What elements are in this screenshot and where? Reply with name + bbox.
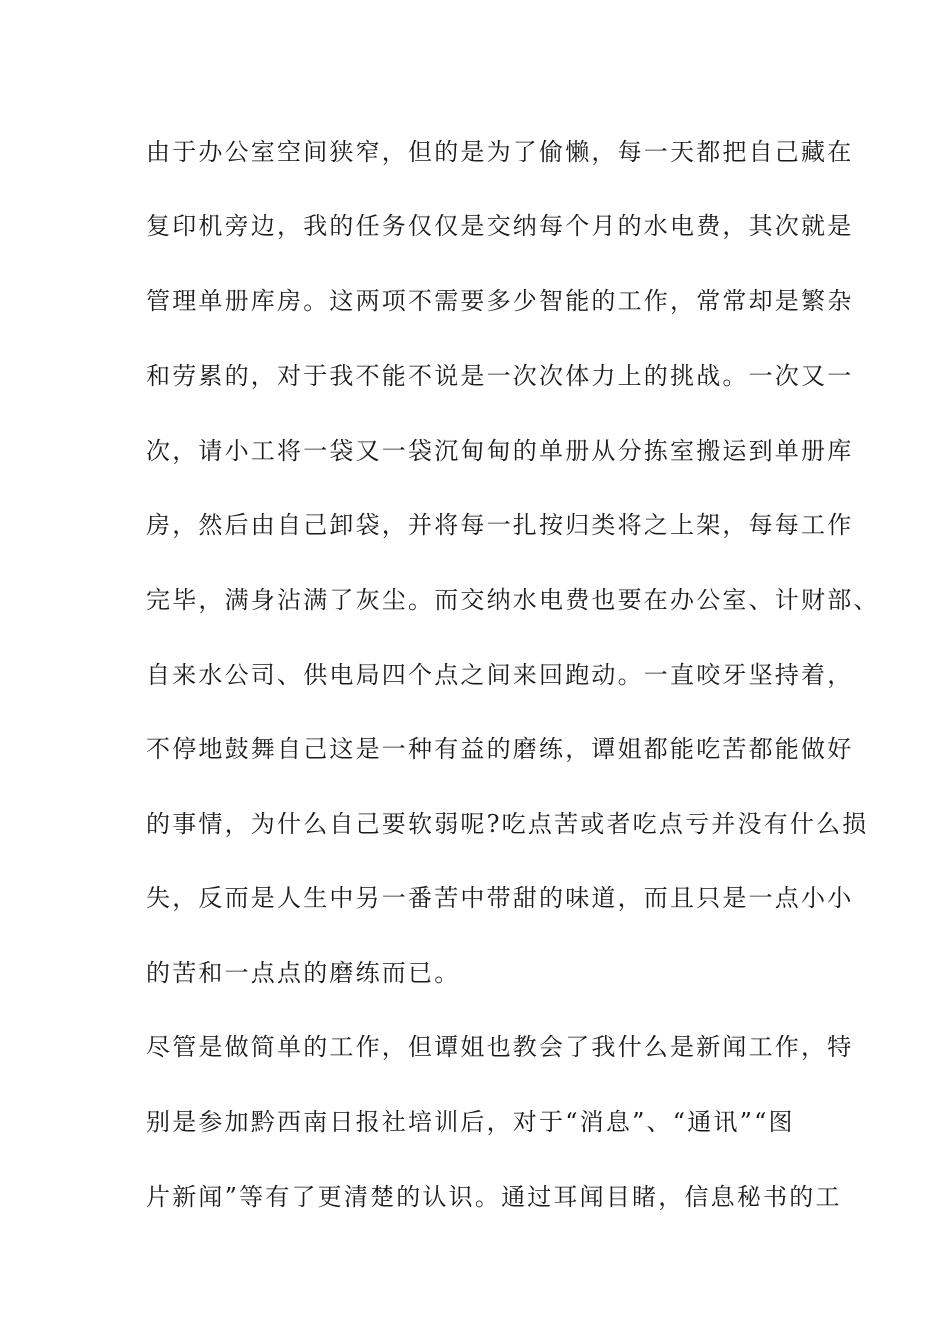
text-line: 次，请小工将一袋又一袋沉甸甸的单册从分拣室搬运到单册库 [146, 437, 854, 465]
text-line: 复印机旁边，我的任务仅仅是交纳每个月的水电费，其次就是 [146, 212, 854, 240]
text-line: 别是参加黔西南日报社培训后，对于“消息”、“通讯”“图 [146, 1108, 795, 1136]
text-line: 的苦和一点点的磨练而已。 [146, 959, 461, 987]
text-line: 自来水公司、供电局四个点之间来回跑动。一直咬牙坚持着， [146, 661, 854, 689]
text-line: 不停地鼓舞自己这是一种有益的磨练，谭姐都能吃苦都能做好 [146, 735, 854, 763]
text-line: 和劳累的，对于我不能不说是一次次体力上的挑战。一次又一 [146, 362, 854, 390]
text-line: 尽管是做简单的工作，但谭姐也教会了我什么是新闻工作，特 [146, 1033, 854, 1061]
text-line: 房，然后由自己卸袋，并将每一扎按归类将之上架，每每工作 [146, 511, 854, 539]
text-line: 完毕，满身沾满了灰尘。而交纳水电费也要在办公室、计财部、 [146, 586, 880, 614]
text-line: 失，反而是人生中另一番苦中带甜的味道，而且只是一点小小 [146, 884, 854, 912]
text-line: 管理单册库房。这两项不需要多少智能的工作，常常却是繁杂 [146, 287, 854, 315]
text-line: 由于办公室空间狭窄，但的是为了偷懒，每一天都把自己藏在 [146, 138, 854, 166]
text-line: 片新闻”等有了更清楚的认识。通过耳闻目睹，信息秘书的工 [146, 1183, 842, 1211]
text-line: 的事情，为什么自己要软弱呢?吃点苦或者吃点亏并没有什么损 [146, 810, 869, 838]
